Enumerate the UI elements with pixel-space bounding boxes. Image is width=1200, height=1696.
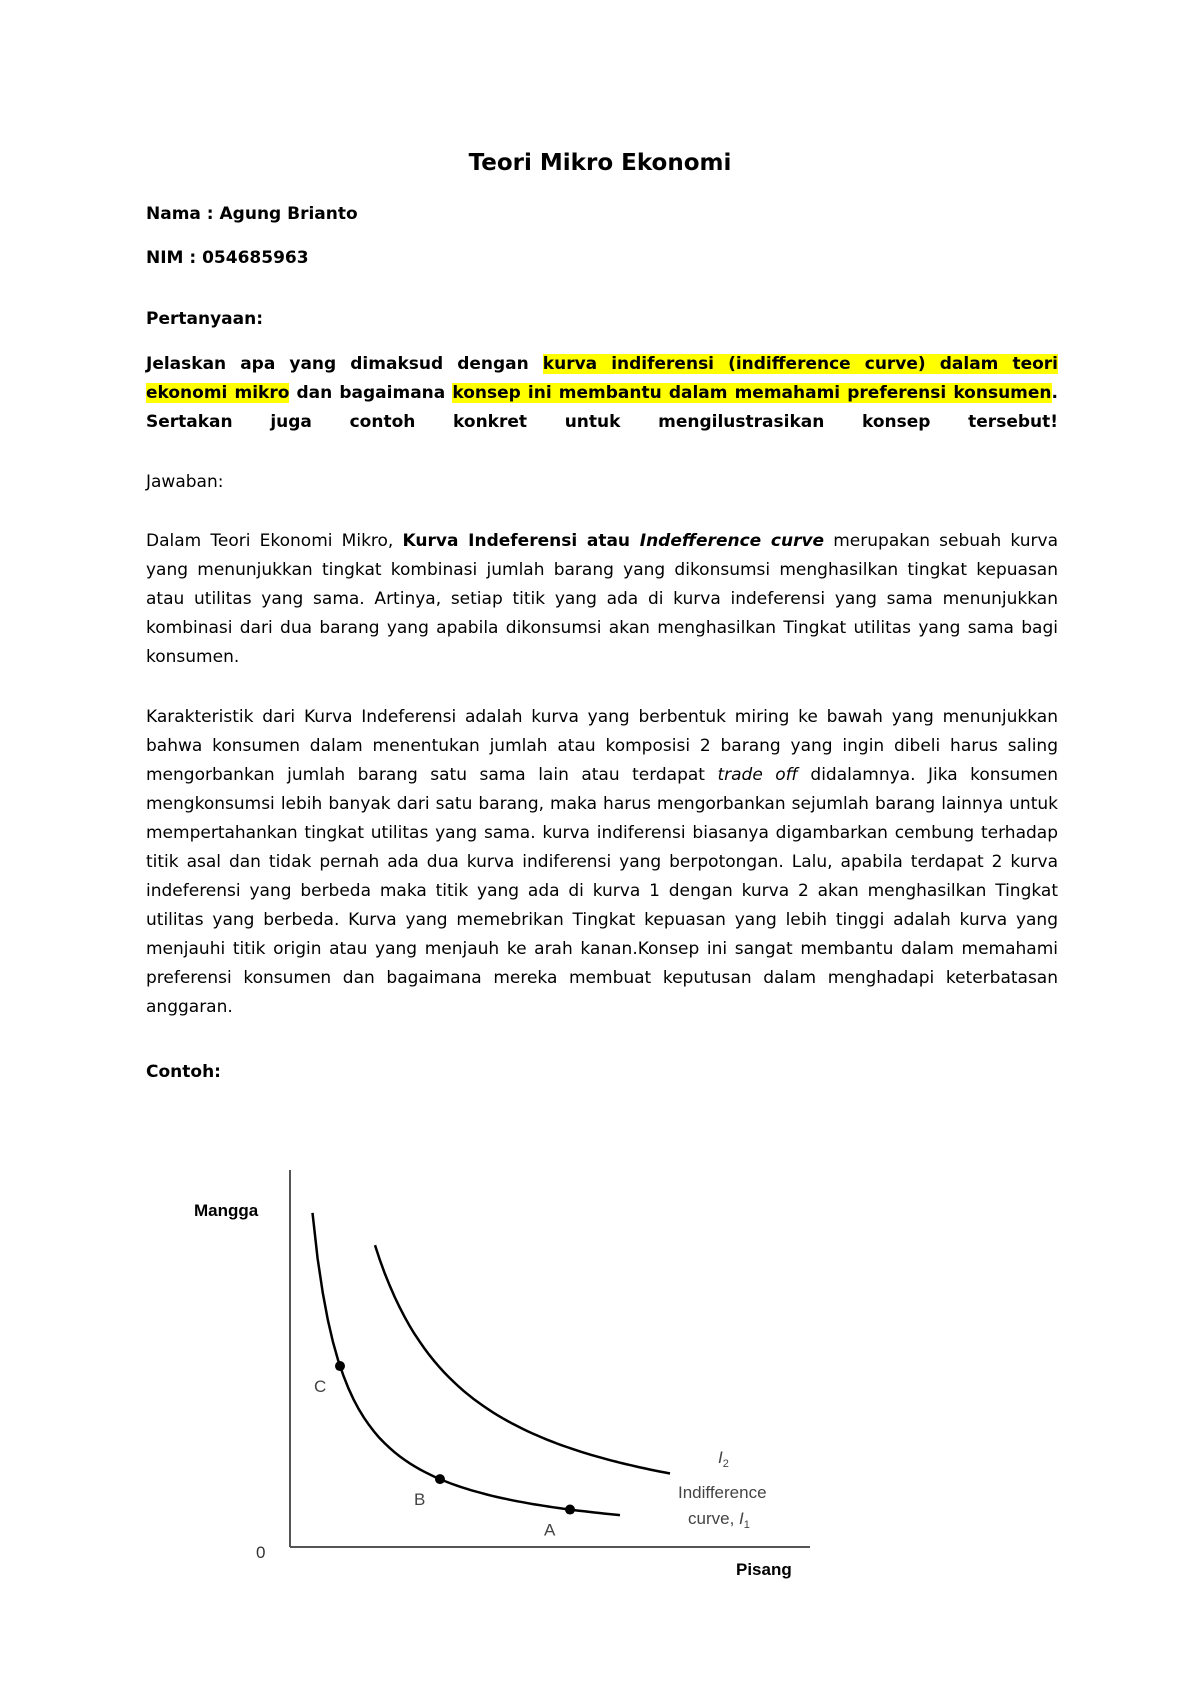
point-label-c: C [314,1377,327,1397]
point-label-b: B [414,1490,426,1510]
question-heading: Pertanyaan: [146,309,263,329]
question-highlight-2: konsep ini membantu dalam memahami preferensi konsumen [452,383,1052,403]
student-nim: NIM : 054685963 [146,248,309,268]
answer-heading: Jawaban: [146,472,224,492]
page-title: Teori Mikro Ekonomi [468,150,732,176]
point-c [335,1361,345,1371]
point-a [565,1505,575,1515]
p1-bold: Kurva Indeferensi atau [402,531,640,551]
question-highlight-1: kurva indiferensi (indifference curve) dalam teori ekonomi mikro [146,354,1058,403]
curve-i1-description: Indifference curve, $I_1$ [678,1483,767,1531]
p2-text-c: didalamnya. Jika konsumen mengkonsumsi lebih banyak dari satu barang, maka harus mengorbankan sejumlah barang lainnya untuk mempertahankan tingkat utilitas yang sama. kurva indiferensi biasanya digambarkan cembung terhadap titik asal dan tidak pernah ada dua kurva indiferensi yang berpotongan. Lalu, apabila terdapat 2 kurva indeferensi yang berbeda maka titik yang ada di kurva 1 dengan kurva 2 akan menghasilkan Tingkat utilitas yang berbeda. Kurva yang memebrikan Tingkat kepuasan yang lebih tinggi adalah kurva yang menjauhi titik origin atau yang menjauh ke arah kanan.Konsep ini sangat membantu dalam memahami preferensi konsumen dan bagaimana mereka membuat keputusan dalam menghadapi keterbatasan anggaran. [146,765,1058,1017]
curve-i1 [313,1213,621,1515]
origin-label: 0 [256,1543,266,1562]
answer-paragraph-1 [146,527,1058,672]
p1-text-a: Dalam Teori Ekonomi Mikro, [146,531,403,551]
question-part-2: dan bagaimana [289,383,453,403]
curve-i2-label: $I_2$ [718,1448,729,1470]
p1-bold-italic: Indefference curve [639,531,825,551]
p1-text-d: merupakan sebuah kurva yang menunjukkan tingkat kombinasi jumlah barang yang dikonsumsi menghasilkan tingkat kepuasan atau utilitas yang sama. Artinya, setiap titik yang ada di kurva indeferensi yang sama menunjukkan kombinasi dari dua barang yang apabila dikonsumsi akan menghasilkan Tingkat utilitas yang sama bagi konsumen. [146,531,1058,667]
y-axis-label: Mangga [194,1201,259,1220]
question-part-1: Jelaskan apa yang dimaksud dengan [146,354,543,374]
example-heading: Contoh: [146,1062,221,1082]
student-name: Nama : Agung Brianto [146,204,358,224]
question-text [146,350,1058,437]
answer-paragraph-2 [146,703,1058,1022]
point-label-a: A [544,1520,556,1540]
curve-i2 [375,1245,670,1473]
question-part-3: . Sertakan juga contoh konkret untuk mengilustrasikan konsep tersebut! [146,383,1058,432]
indifference-chart [180,1170,820,1590]
x-axis-label: Pisang [736,1560,792,1579]
chart-svg [180,1170,820,1590]
p2-text-a: Karakteristik dari Kurva Indeferensi adalah kurva yang berbentuk miring ke bawah yang menunjukkan bahwa konsumen dalam menentukan jumlah atau komposisi 2 barang yang ingin dibeli harus saling mengorbankan jumlah barang satu sama lain atau terdapat [146,707,1058,785]
point-b [435,1474,445,1484]
p2-italic: trade off [717,765,798,785]
